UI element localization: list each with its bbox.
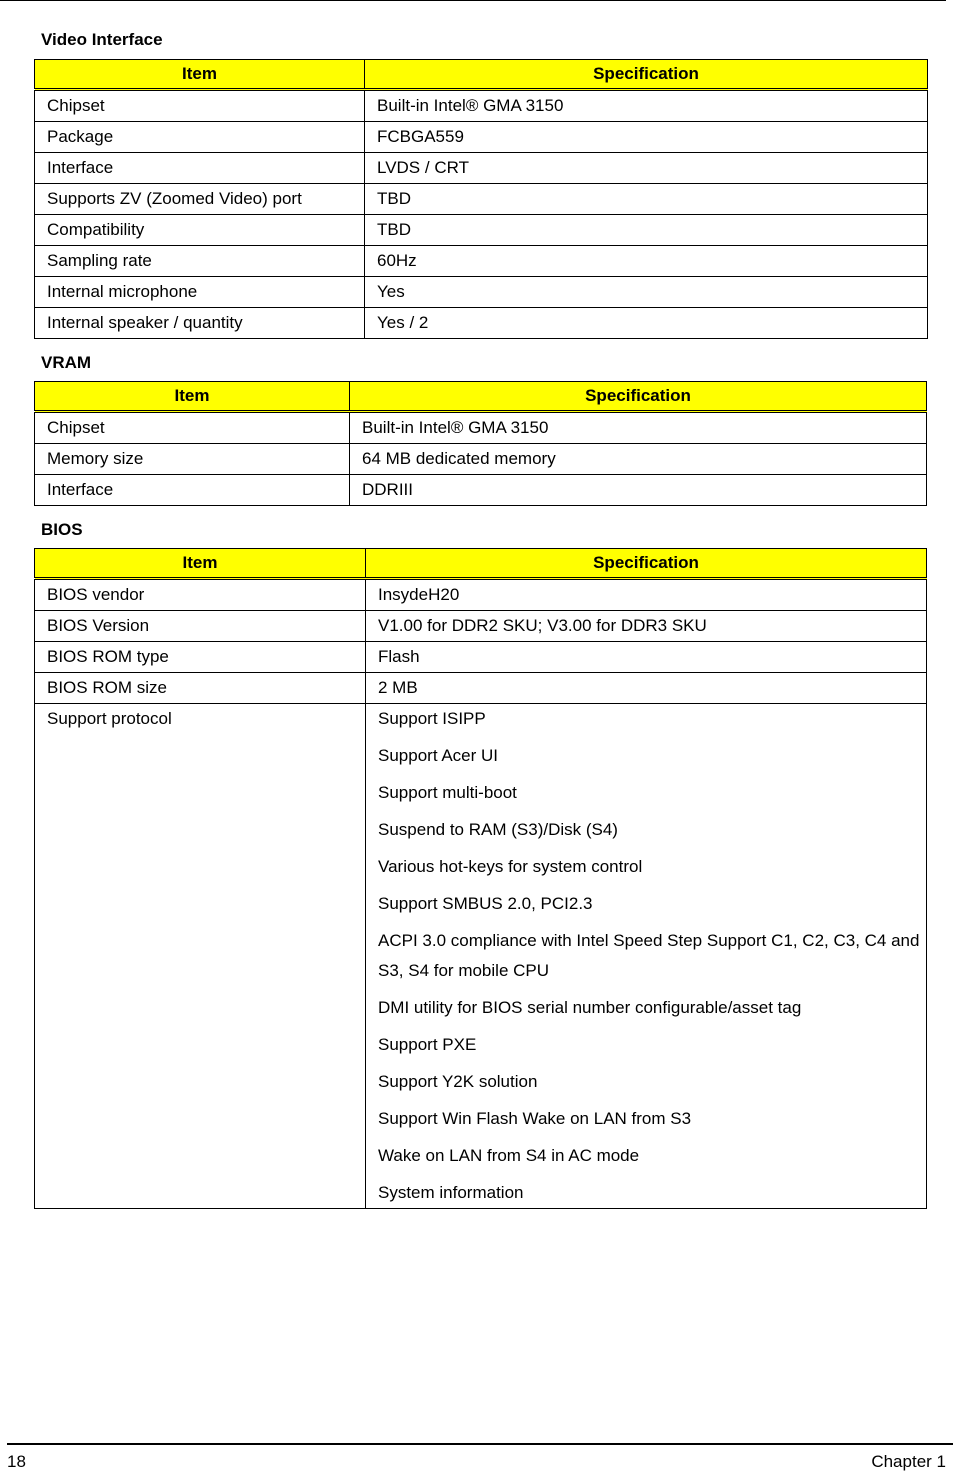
list-item: Support Acer UI — [378, 746, 499, 765]
item-cell: Supports ZV (Zoomed Video) port — [35, 184, 365, 215]
video-section-title: Video Interface — [41, 30, 163, 49]
list-item: System information — [378, 1183, 524, 1202]
item-cell: BIOS Version — [35, 611, 366, 642]
table-row — [35, 246, 928, 277]
item-cell: Interface — [35, 153, 365, 184]
item-column-header: Item — [35, 60, 365, 90]
table-row — [35, 673, 927, 704]
table-header-row — [35, 382, 927, 412]
table-row — [35, 579, 927, 611]
chapter-label: Chapter 1 — [871, 1452, 946, 1471]
item-cell: BIOS ROM type — [35, 642, 366, 673]
top-rule — [0, 0, 946, 1]
item-cell: Internal microphone — [35, 277, 365, 308]
spec-cell: 2 MB — [366, 673, 927, 704]
list-item: Support SMBUS 2.0, PCI2.3 — [378, 894, 593, 913]
item-cell: Sampling rate — [35, 246, 365, 277]
list-item: Support PXE — [378, 1035, 477, 1054]
support-protocol-list — [366, 704, 927, 1209]
bios-table — [34, 548, 927, 1209]
vram-table — [34, 381, 927, 506]
list-item: Support Win Flash Wake on LAN from S3 — [378, 1109, 692, 1128]
item-cell: Memory size — [35, 444, 350, 475]
table-row — [35, 475, 927, 506]
spec-cell: TBD — [365, 184, 928, 215]
spec-cell: 60Hz — [365, 246, 928, 277]
spec-column-header: Specification — [366, 549, 927, 579]
item-column-header: Item — [35, 549, 366, 579]
spec-cell: Built-in Intel® GMA 3150 — [350, 412, 927, 444]
item-column-header: Item — [35, 382, 350, 412]
item-cell: BIOS ROM size — [35, 673, 366, 704]
page-number: 18 — [7, 1452, 26, 1471]
table-row — [35, 704, 927, 1209]
list-item: DMI utility for BIOS serial number configurable/asset tag — [378, 998, 802, 1017]
table-row — [35, 444, 927, 475]
table-row — [35, 122, 928, 153]
list-item: Support Y2K solution — [378, 1072, 538, 1091]
item-cell: Compatibility — [35, 215, 365, 246]
table-row — [35, 308, 928, 339]
item-cell: BIOS vendor — [35, 579, 366, 611]
table-row — [35, 611, 927, 642]
list-item: Wake on LAN from S4 in AC mode — [378, 1146, 640, 1165]
list-item: Support ISIPP — [378, 709, 486, 728]
list-item: Suspend to RAM (S3)/Disk (S4) — [378, 820, 618, 839]
spec-cell: Flash — [366, 642, 927, 673]
table-row — [35, 215, 928, 246]
vram-section-title: VRAM — [41, 353, 92, 372]
spec-cell: Built-in Intel® GMA 3150 — [365, 90, 928, 122]
item-cell: Package — [35, 122, 365, 153]
spec-cell: V1.00 for DDR2 SKU; V3.00 for DDR3 SKU — [366, 611, 927, 642]
spec-column-header: Specification — [365, 60, 928, 90]
table-row — [35, 642, 927, 673]
spec-cell: Yes / 2 — [365, 308, 928, 339]
list-item: Various hot-keys for system control — [378, 857, 643, 876]
item-cell: Interface — [35, 475, 350, 506]
spec-cell: InsydeH20 — [366, 579, 927, 611]
bios-section-title: BIOS — [41, 520, 83, 539]
spec-cell: LVDS / CRT — [365, 153, 928, 184]
spec-cell: 64 MB dedicated memory — [350, 444, 927, 475]
spec-cell: Yes — [365, 277, 928, 308]
spec-cell: FCBGA559 — [365, 122, 928, 153]
item-cell: Support protocol — [35, 704, 366, 1209]
item-cell: Chipset — [35, 412, 350, 444]
table-header-row — [35, 549, 927, 579]
table-header-row — [35, 60, 928, 90]
item-cell: Internal speaker / quantity — [35, 308, 365, 339]
spec-cell: TBD — [365, 215, 928, 246]
list-item: Support multi-boot — [378, 783, 517, 802]
spec-column-header: Specification — [350, 382, 927, 412]
spec-cell: DDRIII — [350, 475, 927, 506]
table-row — [35, 412, 927, 444]
table-row — [35, 153, 928, 184]
footer-rule — [7, 1443, 953, 1445]
table-row — [35, 184, 928, 215]
list-item: ACPI 3.0 compliance with Intel Speed Step Support C1, C2, C3, C4 and S3, S4 for mobile CPU — [378, 931, 920, 980]
video-interface-table — [34, 59, 928, 339]
table-row — [35, 90, 928, 122]
table-row — [35, 277, 928, 308]
item-cell: Chipset — [35, 90, 365, 122]
